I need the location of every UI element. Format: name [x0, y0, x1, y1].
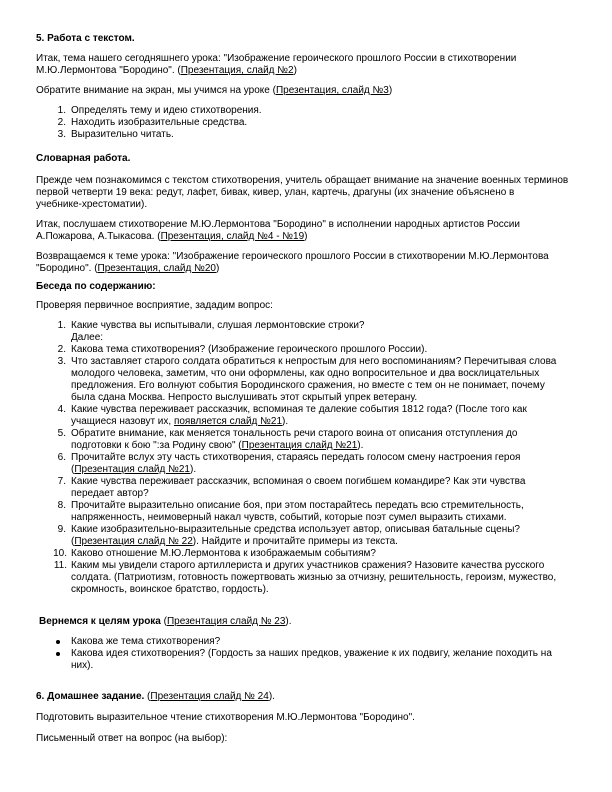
paragraph-line: Итак, послушаем стихотворение М.Ю.Лермонтова "Бородино" в исполнении народных артистов России: [36, 219, 520, 230]
paragraph-line: [36, 65, 576, 77]
listen-paragraph: [36, 219, 576, 243]
presentation-link-slide-21[interactable]: Презентация слайд №21: [74, 464, 190, 475]
homework-paragraph: Подготовить выразительное чтение стихотворения М.Ю.Лермонтова "Бородино".: [36, 712, 415, 723]
question-item: 2. Какова тема стихотворения? (Изображение героического прошлого России).: [57, 344, 428, 355]
section-6-heading: 6. Домашнее задание. (Презентация слайд № 24).: [36, 691, 275, 702]
bullet-item: Какова идея стихотворения? (Гордость за наших предков, уважение к их подвигу, желание походить на них).: [36, 648, 576, 672]
presentation-link-slide-2[interactable]: Презентация, слайд №2: [180, 65, 294, 76]
paragraph-line: первой четверти 19 века: редут, лафет, бивак, кивер, улан, картечь, драгуны (их значение объяснено в: [36, 187, 515, 198]
question-item: 8. Прочитайте выразительно описание боя, при этом постарайтесь передать всю стремительность, напряженность, неимоверный накал чувств, событий, которые поэт сумел выразить стихами.: [57, 500, 524, 523]
question-item: 1. Какие чувства вы испытывали, слушая лермонтовские строки? Далее:: [57, 320, 365, 343]
question-item: 9. Какие изобразительно-выразительные средства использует автор, описывая батальные сцены? (Презентация слайд № 22). Найдите и прочитайте примеры из текста.: [57, 524, 520, 547]
questions-list: [36, 320, 576, 596]
paragraph-line: "Бородино". (Презентация, слайд №20): [36, 263, 220, 274]
presentation-link-slide-22[interactable]: Презентация слайд № 22: [74, 536, 193, 547]
presentation-link-slides-4-19[interactable]: Презентация, слайд №4 - №19: [160, 231, 305, 242]
section-5-heading: 5. Работа с текстом.: [36, 33, 135, 44]
question-item: 3. Что заставляет старого солдата обратиться к непростым для него воспоминаниям? Перечитывая слова молодого человека, заметим, что они оформлены, как одно вопросительное и два восклицательных предложения. Его волнуют события Бородинского сражения, но вместе с тем он не понимает, почему была сдана Москва. Непросто выслушивать этот скрытый упрек ветерану.: [57, 356, 557, 403]
paragraph-line: Итак, тема нашего сегодняшнего урока: "Изображение героического прошлого России в стихотворении: [36, 53, 517, 64]
written-answer-paragraph: Письменный ответ на вопрос (на выбор):: [36, 733, 228, 744]
presentation-link-slide-21[interactable]: появляется слайд №21: [173, 416, 283, 427]
question-item: 11. Каким мы увидели старого артиллериста и других участников сражения? Назовите качества русского солдата. (Патриотизм, готовность пожертвовать жизнью за отчизну, решительность, героизм, мужество, скромность, воинское братство, гордость).: [53, 560, 557, 595]
bullet-item: Какова же тема стихотворения?: [36, 636, 576, 648]
presentation-link-slide-3[interactable]: Презентация, слайд №3: [275, 85, 389, 96]
vocab-heading: Словарная работа.: [36, 153, 131, 164]
question-item: 6. Прочитайте вслух эту часть стихотворения, стараясь передать голосом смену настроения героя (Презентация слайд №21).: [57, 452, 521, 475]
return-topic-paragraph: [36, 251, 576, 275]
text-span: ): [293, 65, 297, 76]
text-span: ): [388, 85, 393, 96]
topic-paragraph: [36, 53, 576, 77]
list-item: 1. Определять тему и идею стихотворения.: [57, 105, 262, 116]
screen-paragraph: [36, 85, 576, 97]
question-item: 10. Каково отношение М.Ю.Лермонтова к изображаемым событиям?: [53, 548, 376, 559]
question-item: 4. Какие чувства переживает рассказчик, вспоминая те далекие события 1812 года? (После того как учащиеся назовут их, появляется слайд №21).: [57, 404, 527, 427]
text-span: М.Ю.Лермонтова "Бородино". (: [36, 65, 181, 76]
vocab-paragraph: [36, 175, 576, 211]
text-span: Обратите внимание на экран, мы учимся на уроке (: [36, 85, 276, 96]
goals-list: [36, 105, 576, 141]
list-item: 2. Находить изобразительные средства.: [57, 117, 248, 128]
paragraph-line: А.Пожарова, А.Тыкасова. (Презентация, слайд №4 - №19): [36, 231, 308, 242]
paragraph-line: учебнике-хрестоматии).: [36, 199, 148, 210]
presentation-link-slide-21[interactable]: Презентация слайд №21: [241, 440, 358, 451]
return-goals-list: [36, 636, 576, 672]
paragraph-line: Возвращаемся к теме урока: "Изображение героического прошлого России в стихотворении М.Ю.Лермонтова: [36, 251, 549, 262]
presentation-link-slide-24[interactable]: Презентация слайд № 24: [150, 691, 269, 702]
paragraph-line: Прежде чем познакомимся с текстом стихотворения, учитель обращает внимание на значение военных терминов: [36, 175, 569, 186]
talk-heading: Беседа по содержанию:: [36, 281, 156, 292]
presentation-link-slide-20[interactable]: Презентация, слайд №20: [97, 263, 216, 274]
document-page: [36, 33, 576, 745]
question-item: 5. Обратите внимание, как меняется тональность речи старого воина от описания отступления до подготовки к бою ":за Родину свою" (Презентация слайд №21).: [57, 428, 518, 451]
question-item: 7. Какие чувства переживает рассказчик, вспоминая о своем погибшем командире? Как эти чувства передает автор?: [57, 476, 526, 499]
list-item: 3. Выразительно читать.: [57, 129, 174, 140]
return-goals-heading: Вернемся к целям урока (Презентация слайд № 23).: [39, 616, 292, 627]
presentation-link-slide-23[interactable]: Презентация слайд № 23: [166, 616, 286, 627]
talk-intro: Проверяя первичное восприятие, зададим вопрос:: [36, 300, 273, 311]
